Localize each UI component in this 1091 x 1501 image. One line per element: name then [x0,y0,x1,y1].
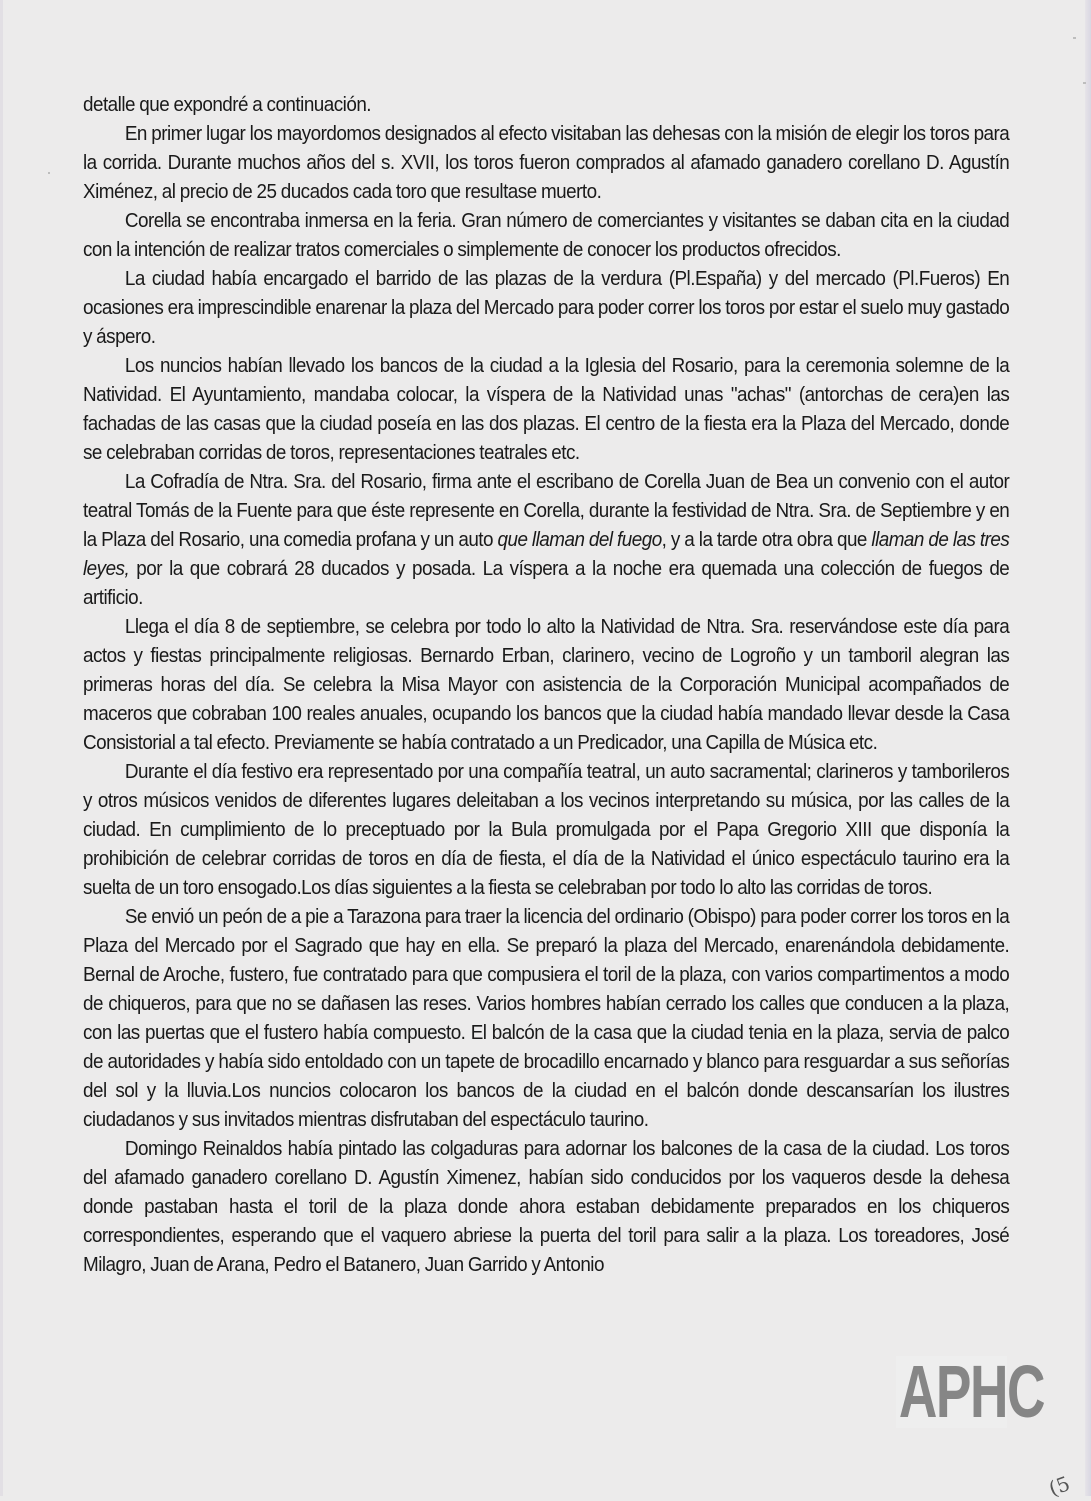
paragraph [83,1135,1009,1280]
paragraph-text: Llega el día 8 de septiembre, se celebra por todo lo alto la Natividad de Ntra. Sra. reservándose este día para actos y fiestas principalmente religiosas. Bernardo Erban, clarinero, vecino de Logroño y un tamboril alegran las primeras horas del día. Se celebra la Misa Mayor con asistencia de la Corporación Municipal acompañados de maceros que cobraban 100 reales anuales, ocupando los bancos que la ciudad había mandado llevar desde la Casa Consistorial a tal efecto. Previamente se había contratado a un Predicador, una Capilla de Música etc. [83,616,1010,754]
paragraph-text: Corella se encontraba inmersa en la feria. Gran número de comerciantes y visitantes se daban cita en la ciudad con la intención de realizar tratos comerciales o simplemente de conocer los productos ofrecidos. [83,210,1010,261]
paragraph-text: Domingo Reinaldos había pintado las colgaduras para adornar los balcones de la casa de la ciudad. Los toros del afamado ganadero corellano D. Agustín Ximenez, habían sido conducidos por los vaqueros desde la dehesa donde pastaban hasta el toril de la plaza donde ahora estaban debidamente preparados en los chiqueros correspondientes, esperando que el vaquero abriese la puerta del toril para salir a la plaza. Los toreadores, José Milagro, Juan de Arana, Pedro el Batanero, Juan Garrido y Antonio [83,1138,1010,1276]
handwritten-page-mark: (5 [1045,1471,1074,1501]
paragraph-text: En primer lugar los mayordomos designados al efecto visitaban las dehesas con la misión de elegir los toros para la corrida. Durante muchos años del s. XVII, los toros fueron comprados al afamado ganadero corellano D. Agustín Ximénez, al precio de 25 ducados cada toro que resultase muerto. [83,123,1010,203]
scan-left-edge [0,0,3,1496]
document-body [83,91,1009,1280]
paragraph-text: La ciudad había encargado el barrido de las plazas de la verdura (Pl.España) y del mercado (Pl.Fueros) En ocasiones era imprescindible enarenar la plaza del Mercado para poder correr los toros por estar el suelo muy gastado y áspero. [83,268,1010,348]
paragraph [83,207,1009,265]
paragraph-text: , y a la tarde otra obra que [661,529,872,551]
paragraph-text: La Cofradía de Ntra. Sra. del Rosario, firma ante el escribano de Corella Juan de Bea un convenio con el autor teatral Tomás de la Fuente para que éste represente en Corella, durante la festividad de Ntra. Sra. de Septiembre y en la Plaza del Rosario, una comedia profana y un auto [83,471,1010,551]
paragraph [83,758,1009,903]
paragraph-text: detalle que expondré a continuación. [83,94,372,116]
paragraph-text: por la que cobrará 28 ducados y posada. La víspera a la noche era quemada una colección de fuegos de artificio. [83,558,1010,609]
paragraph [83,468,1009,613]
paragraph [83,265,1009,352]
scan-speck [1073,37,1076,39]
paragraph [83,613,1009,758]
scan-speck [1083,82,1086,84]
paragraph [83,903,1009,1135]
aphc-watermark: APHC [896,1356,1007,1428]
paragraph [83,91,1009,120]
scan-speck [48,172,50,174]
paragraph [83,120,1009,207]
italic-title-text: que llaman del fuego [497,529,662,551]
paragraph-text: Durante el día festivo era representado por una compañía teatral, un auto sacramental; clarineros y tamborileros y otros músicos venidos de diferentes lugares deleitaban a los vecinos interpretando su música, por las calles de la ciudad. En cumplimiento de lo preceptuado por la Bula promulgada por el Papa Gregorio XIII que disponía la prohibición de celebrar corridas de toros en día de fiesta, el día de la Natividad el único espectáculo taurino era la suelta de un toro ensogado.Los días siguientes a la fiesta se celebraban por todo lo alto las corridas de toros. [83,761,1010,899]
scan-right-edge [1085,0,1091,1496]
italic-title-text: llaman de las tres leyes, [83,529,1010,580]
paragraph-text: Los nuncios habían llevado los bancos de la ciudad a la Iglesia del Rosario, para la ceremonia solemne de la Natividad. El Ayuntamiento, mandaba colocar, la víspera de la Natividad unas "achas" (antorchas de cera)en las fachadas de las casas que la ciudad poseía en las dos plazas. El centro de la fiesta era la Plaza del Mercado, donde se celebraban corridas de toros, representaciones teatrales etc. [83,355,1010,464]
paragraph [83,352,1009,468]
paragraph-text: Se envió un peón de a pie a Tarazona para traer la licencia del ordinario (Obispo) para poder correr los toros en la Plaza del Mercado por el Sagrado que hay en ella. Se preparó la plaza del Mercado, enarenándola debidamente. Bernal de Aroche, fustero, fue contratado para que compusiera el toril de la plaza, con varios compartimentos a modo de chiqueros, para que no se dañasen las reses. Varios hombres habían cerrado los calles que conducen a la plaza, con las puertas que el fustero había compuesto. El balcón de la casa que la ciudad tenia en la plaza, servia de palco de autoridades y había sido entoldado con un tapete de brocadillo encarnado y blanco para resguardar a sus señorías del sol y la lluvia.Los nuncios colocaron los bancos de la ciudad en el balcón donde descansarían los ilustres ciudadanos y sus invitados mientras disfrutaban del espectáculo taurino. [83,906,1010,1131]
